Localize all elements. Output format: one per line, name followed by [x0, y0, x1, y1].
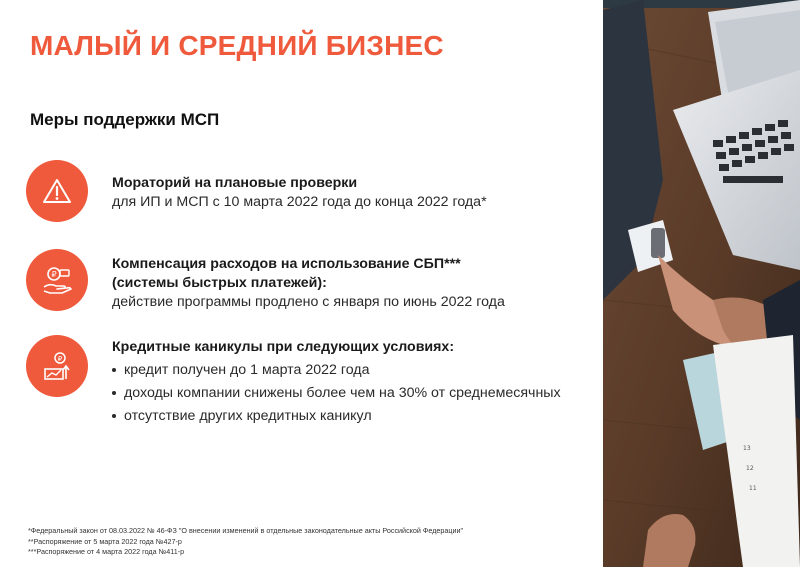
svg-text:13: 13: [743, 445, 751, 452]
section-subtitle: Меры поддержки МСП: [30, 110, 220, 129]
list-item: кредит получен до 1 марта 2022 года: [112, 361, 561, 380]
handshake-over-laptop-photo: [603, 0, 800, 567]
footnote: ***Распоряжение от 4 марта 2022 года №411-р: [28, 547, 185, 556]
footnote: *Федеральный закон от 08.03.2022 № 46-ФЗ "О внесении изменений в отдельные законодательные акты Российской Федерации": [28, 526, 464, 535]
footnotes: [28, 526, 463, 558]
svg-text:11: 11: [749, 485, 757, 492]
item-description: для ИП и МСП с 10 марта 2022 года до конца 2022 года*: [112, 194, 487, 210]
conditions-list: [112, 361, 561, 426]
item-heading-continued: (системы быстрых платежей):: [112, 275, 327, 291]
warning-icon: [26, 160, 88, 222]
credit-chart-icon: [26, 335, 88, 397]
support-item-moratorium: [26, 160, 487, 222]
list-item: отсутствие других кредитных каникул: [112, 407, 561, 426]
list-item: доходы компании снижены более чем на 30% от среднемесячных: [112, 384, 561, 403]
item-description: действие программы продлено с января по июнь 2022 года: [112, 294, 505, 310]
svg-text:₽: ₽: [51, 270, 57, 279]
item-heading: Кредитные каникулы при следующих условиях:: [112, 339, 455, 355]
item-heading: Мораторий на плановые проверки: [112, 175, 358, 191]
footnote: **Распоряжение от 5 марта 2022 года №427-р: [28, 536, 182, 546]
support-item-credit-holidays: [26, 335, 561, 426]
svg-text:12: 12: [746, 465, 754, 472]
svg-text:₽: ₽: [57, 355, 63, 363]
money-hand-icon: [26, 249, 88, 311]
support-item-sbp: [26, 249, 505, 312]
item-heading: Компенсация расходов на использование СБП***: [112, 256, 461, 272]
page-title: МАЛЫЙ И СРЕДНИЙ БИЗНЕС: [30, 30, 444, 61]
